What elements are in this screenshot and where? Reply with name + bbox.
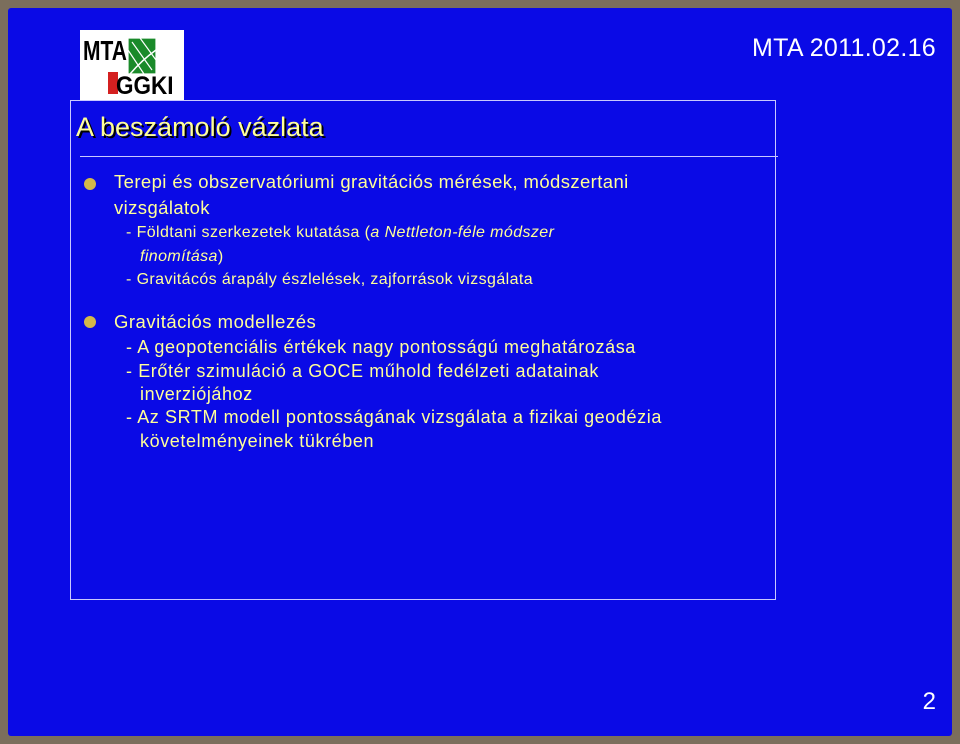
bullet1-sub1-italic: a Nettleton-féle módszer [370,224,555,241]
bullet1-sub2: - Gravitácós árapály észlelések, zajforrások vizsgálata [126,271,534,288]
svg-text:MTA: MTA [83,36,127,67]
bullet-icon [84,178,96,190]
bullet1-sub1-prefix: - Földtani szerkezetek kutatása ( [126,224,371,241]
bullet2-line1: Gravitációs modellezés [114,311,317,332]
bullet2-sub2-line2: inverziójához [140,384,253,404]
bullet1-line1: Terepi és obszervatóriumi gravitációs mérések, módszertani [114,171,629,192]
bullet-icon [84,316,96,328]
bullet1-sub1 [126,224,554,242]
bullet2-sub3-line2: követelményeinek tükrében [140,431,375,451]
bullet1-sub1-italic2: finomítása [140,248,218,265]
bullet2-sub1: - A geopotenciális értékek nagy pontosságú meghatározása [126,337,636,357]
title-divider [80,156,778,157]
page-number: 2 [922,688,936,715]
bullet1-sub1-suffix: ) [217,248,224,265]
svg-text:GGKI: GGKI [116,71,174,100]
mta-ggki-logo [80,30,184,100]
bullet2-sub3-line1: - Az SRTM modell pontosságának vizsgálata a fizikai geodézia [126,407,662,427]
bullet1-line2: vizsgálatok [114,197,210,218]
bullet1-sub1-cont [140,248,224,266]
presentation-date: MTA 2011.02.16 [752,34,936,62]
bullet2-sub2-line1: - Erőtér szimuláció a GOCE műhold fedélzeti adatainak [126,361,600,381]
slide-title: A beszámoló vázlata [76,112,324,142]
